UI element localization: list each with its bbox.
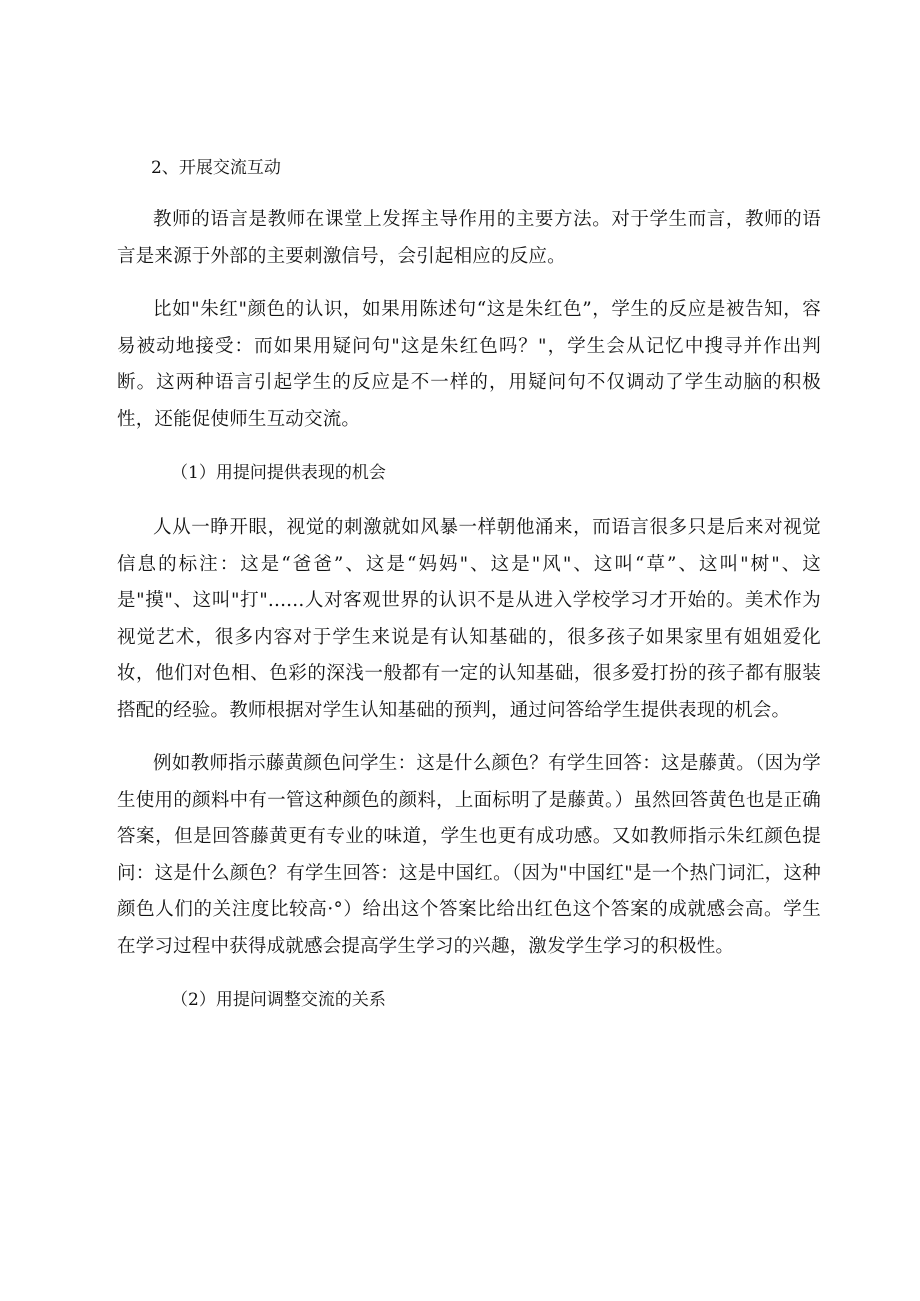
section-heading: 2、开展交流互动 <box>151 158 281 178</box>
document-body <box>117 150 821 1037</box>
paragraph: 例如教师指示藤黄颜色问学生：这是什么颜色？有学生回答：这是藤黄。（因为学生使用的颜料中有一管这种颜色的颜料，上面标明了是藤黄。）虽然回答黄色也是正确答案，但是回答藤黄更有专业的味道，学生也更有成功感。又如教师指示朱红颜色提问：这是什么颜色？有学生回答：这是中国红。（因为"中国红"是一个热门词汇，这种颜色人们的关注度比较高·°）给出这个答案比给出红色这个答案的成就感会高。学生在学习过程中获得成就感会提高学生学习的兴趣，激发学生学习的积极性。 <box>117 753 821 957</box>
subsection-heading: （1）用提问提供表现的机会 <box>171 463 386 483</box>
paragraph: 教师的语言是教师在课堂上发挥主导作用的主要方法。对于学生而言，教师的语言是来源于外部的主要刺激信号，会引起相应的反应。 <box>117 209 821 267</box>
paragraph: 人从一睁开眼，视觉的刺激就如风暴一样朝他涌来，而语言很多只是后来对视觉信息的标注：这是“爸爸”、这是“妈妈"、这是"风"、这叫“草”、这叫"树"、这是"摸"、这叫"打"......人对客观世界的认识不是从进入学校学习才开始的。美术作为视觉艺术，很多内容对于学生来说是有认知基础的，很多孩子如果家里有姐姐爱化妆，他们对色相、色彩的深浅一般都有一定的认知基础，很多爱打扮的孩子都有服装搭配的经验。教师根据对学生认知基础的预判，通过问答给学生提供表现的机会。 <box>117 517 821 721</box>
paragraph: 比如"朱红"颜色的认识，如果用陈述句“这是朱红色”，学生的反应是被告知，容易被动地接受：而如果用疑问句"这是朱红色吗？"，学生会从记忆中搜寻并作出判断。这两种语言引起学生的反应是不一样的，用疑问句不仅调动了学生动脑的积极性，还能促使师生互动交流。 <box>117 299 821 430</box>
subsection-heading: （2）用提问调整交流的关系 <box>171 990 386 1010</box>
